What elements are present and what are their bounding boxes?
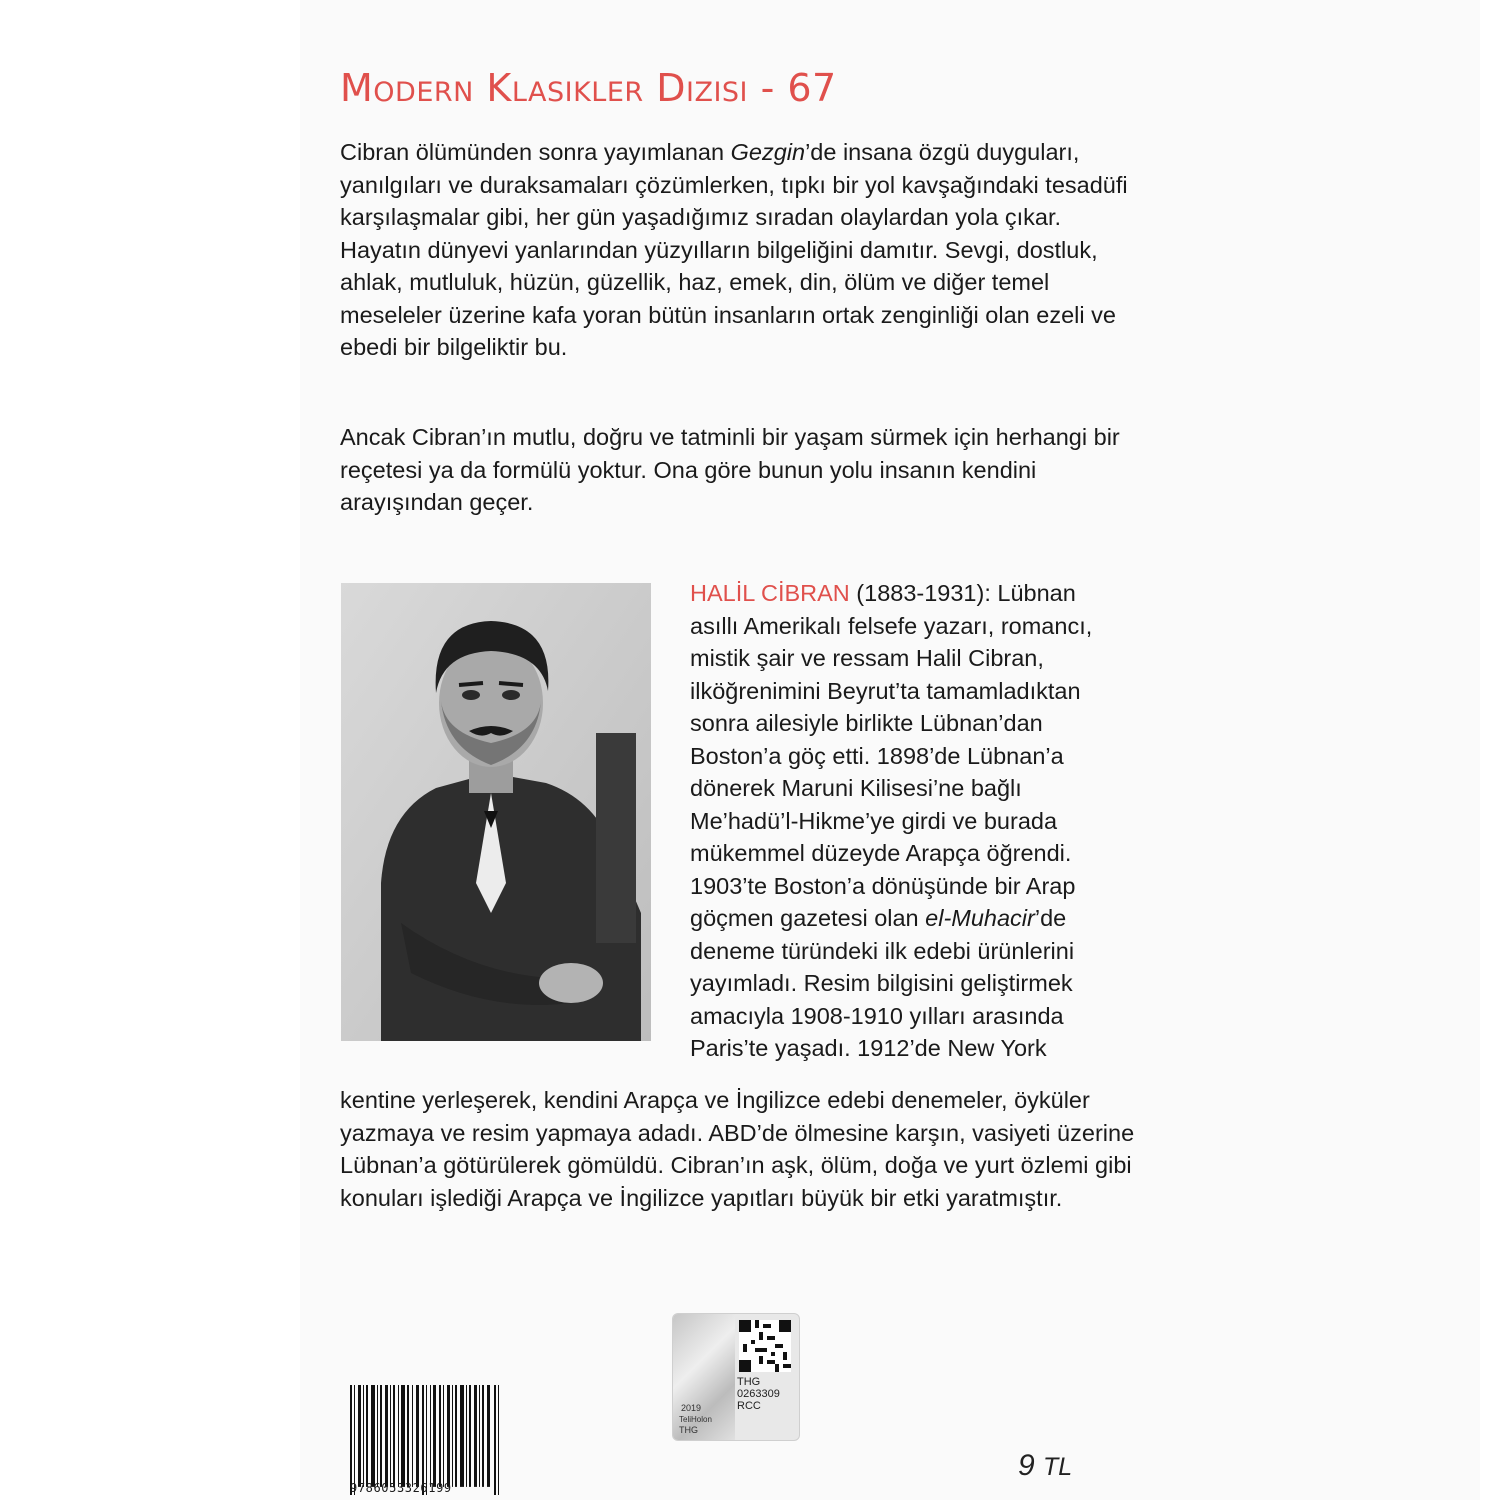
author-bio bbox=[690, 577, 1130, 1065]
description-paragraph-2: Ancak Cibran’ın mutlu, doğru ve tatminli bir yaşam sürmek için herhangi bir reçetesi ya da formülü yoktur. Ona göre bunun yolu insanın kendini arayışından geçer. bbox=[340, 424, 1120, 515]
price-label bbox=[1018, 1449, 1072, 1483]
isbn-barcode bbox=[350, 1385, 500, 1495]
sticker-brand: TeliHolon bbox=[679, 1415, 712, 1424]
sticker-code bbox=[737, 1376, 780, 1412]
qr-code-icon bbox=[739, 1320, 791, 1372]
book-title-gezgin: Gezgin bbox=[730, 139, 806, 165]
bio-text: Lübnan asıllı Amerikalı felsefe yazarı, romancı, mistik şair ve ressam Halil Cibran, ilköğrenimini Beyrut’ta tamamladıktan sonra ailesiyle birlikte Lübnan’dan Boston’a göç etti. 1898’de Lübnan’a dönerek Maruni Kilisesi’ne bağlı Me’hadü’l-Hikme’ye girdi ve burada mükemmel düzeyde Arapça öğrendi. 1903’te Boston’a dönüşünde bir Arap göçmen gazetesi olan bbox=[690, 580, 1093, 931]
author-bio-continued: kentine yerleşerek, kendini Arapça ve İngilizce edebi denemeler, öyküler yazmaya ve resim yapmaya adadı. ABD’de ölmesine karşın, vasiyeti üzerine Lübnan’a götürülerek gömüldü. Cibran’ın aşk, ölüm, doğa ve yurt özlemi gibi konuları işlediği Arapça ve İngilizce yapıtları büyük bir etki yaratmıştır. bbox=[340, 1087, 1135, 1211]
description-text: Cibran ölümünden sonra yayımlanan bbox=[340, 139, 731, 165]
sticker-code-line: RCC bbox=[737, 1400, 761, 1412]
hologram-sticker bbox=[672, 1313, 800, 1441]
author-name: HALİL CİBRAN bbox=[690, 580, 850, 606]
isbn-number: 9786053326199 bbox=[350, 1481, 452, 1495]
description-paragraph-1 bbox=[340, 136, 1140, 364]
price-currency: TL bbox=[1043, 1453, 1073, 1481]
author-portrait bbox=[341, 583, 651, 1041]
bio-text: ’de deneme türündeki ilk edebi ürünlerini yayımladı. Resim bilgisini geliştirmek amacıyla 1908-1910 yılları arasında Paris’te yaşadı. 1912’de New York bbox=[690, 905, 1075, 1061]
author-photo-illustration bbox=[341, 583, 651, 1041]
sticker-year: 2019 bbox=[681, 1403, 702, 1413]
sticker-thg: THG bbox=[679, 1425, 698, 1435]
sticker-code-line: THG bbox=[737, 1376, 761, 1388]
sticker-code-line: 0263309 bbox=[737, 1388, 780, 1400]
price-value: 9 bbox=[1018, 1449, 1035, 1482]
author-years: (1883-1931): bbox=[849, 580, 991, 606]
series-title: Modern Klasikler Dizisi - 67 bbox=[340, 66, 837, 110]
newspaper-title: el-Muhacir bbox=[925, 905, 1035, 931]
description-text: ’de insana özgü duyguları, yanılgıları ve duraksamaları çözümlerken, tıpkı bir yol kavşağındaki tesadüfi karşılaşmalar gibi, her gün yaşadığımız sıradan olaylardan yola çıkar. Hayatın dünyevi yanlarından yüzyılların bilgeliğini damıtır. Sevgi, dostluk, ahlak, mutluluk, hüzün, güzellik, haz, emek, din, ölüm ve diğer temel meseleler üzerine kafa yoran bütün insanların ortak zenginliği olan ezeli ve ebedi bir bilgeliktir bu. bbox=[340, 139, 1128, 360]
